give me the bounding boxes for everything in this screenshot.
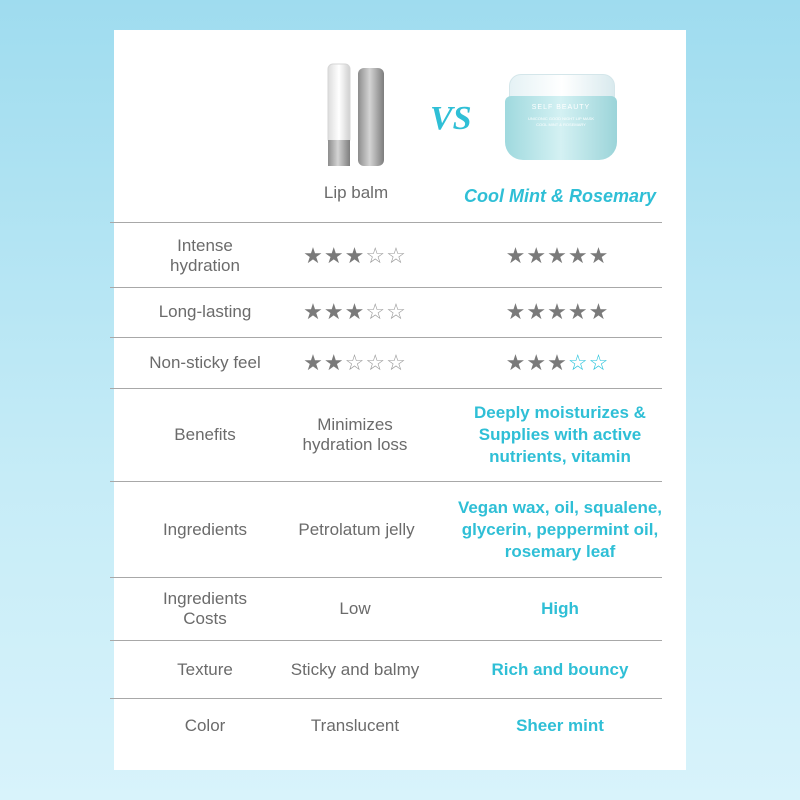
star-filled-icon: ★: [547, 299, 568, 324]
lip-balm-image: [322, 58, 392, 170]
product-color: Sheer mint: [516, 716, 604, 735]
lip-balm-color: Translucent: [310, 716, 400, 735]
row-divider: [110, 337, 662, 338]
product-rating: [490, 296, 625, 328]
star-empty-icon: ☆: [386, 299, 407, 324]
row-divider: [110, 481, 662, 482]
row-label-benefits: Benefits: [174, 425, 236, 444]
lip-balm-rating: [290, 240, 420, 272]
star-filled-icon: ★: [303, 350, 324, 375]
row-label-texture: Texture: [177, 660, 233, 679]
product-header: Cool Mint & Rosemary: [463, 186, 657, 206]
star-filled-icon: ★: [303, 299, 324, 324]
lip-balm-ingredients: Petrolatum jelly: [298, 520, 415, 539]
star-filled-icon: ★: [344, 243, 366, 268]
star-filled-icon: ★: [526, 350, 548, 375]
star-filled-icon: ★: [547, 350, 568, 375]
star-empty-icon: ☆: [365, 299, 387, 324]
product-rating: [490, 240, 625, 272]
lip-balm-benefits: Minimizes hydration loss: [302, 415, 408, 454]
product-texture: Rich and bouncy: [491, 660, 629, 679]
star-filled-icon: ★: [588, 243, 610, 268]
row-divider: [110, 640, 662, 641]
star-filled-icon: ★: [323, 350, 345, 375]
row-divider: [110, 222, 662, 223]
jar-brand: SELF BEAUTY: [531, 104, 591, 111]
star-empty-icon: ☆: [365, 350, 387, 375]
star-filled-icon: ★: [567, 299, 589, 324]
row-label-non-sticky: Non-sticky feel: [149, 353, 261, 372]
star-filled-icon: ★: [303, 243, 324, 268]
star-filled-icon: ★: [547, 243, 568, 268]
star-filled-icon: ★: [323, 243, 345, 268]
product-benefits: Deeply moisturizes & Supplies with active nutrients, vitamin: [474, 403, 646, 466]
lip-mask-jar-image: [505, 74, 617, 166]
star-empty-icon: ☆: [567, 350, 589, 375]
product-cost: High: [541, 599, 579, 618]
star-filled-icon: ★: [567, 243, 589, 268]
star-empty-icon: ☆: [365, 243, 387, 268]
jar-line1: UNICONIC GOOD NIGHT LIP MASK: [527, 116, 595, 121]
star-filled-icon: ★: [505, 350, 527, 375]
star-filled-icon: ★: [526, 243, 548, 268]
star-filled-icon: ★: [526, 299, 548, 324]
lip-balm-header: Lip balm: [323, 183, 389, 202]
product-rating: [490, 347, 625, 379]
vs-label: VS: [430, 100, 472, 137]
row-divider: [110, 388, 662, 389]
row-label-color: Color: [184, 716, 226, 735]
row-divider: [110, 287, 662, 288]
star-filled-icon: ★: [323, 299, 345, 324]
row-label-ingredients-costs: Ingredients Costs: [162, 589, 248, 628]
star-empty-icon: ☆: [386, 350, 407, 375]
star-empty-icon: ☆: [344, 350, 366, 375]
star-empty-icon: ☆: [588, 350, 610, 375]
row-divider: [110, 577, 662, 578]
lip-balm-rating: [290, 296, 420, 328]
row-divider: [110, 698, 662, 699]
star-empty-icon: ☆: [386, 243, 407, 268]
lip-balm-texture: Sticky and balmy: [290, 660, 420, 679]
row-label-long-lasting: Long-lasting: [158, 302, 252, 321]
star-filled-icon: ★: [588, 299, 610, 324]
row-label-intense-hydration: Intense hydration: [170, 236, 240, 275]
star-filled-icon: ★: [505, 299, 527, 324]
product-ingredients: Vegan wax, oil, squalene, glycerin, peppermint oil, rosemary leaf: [457, 498, 663, 561]
lip-balm-cost: Low: [339, 599, 371, 618]
jar-line2: COOL MINT & ROSEMARY: [536, 122, 586, 127]
row-label-ingredients: Ingredients: [162, 520, 248, 539]
lip-balm-rating: [290, 347, 420, 379]
star-filled-icon: ★: [344, 299, 366, 324]
star-filled-icon: ★: [505, 243, 527, 268]
